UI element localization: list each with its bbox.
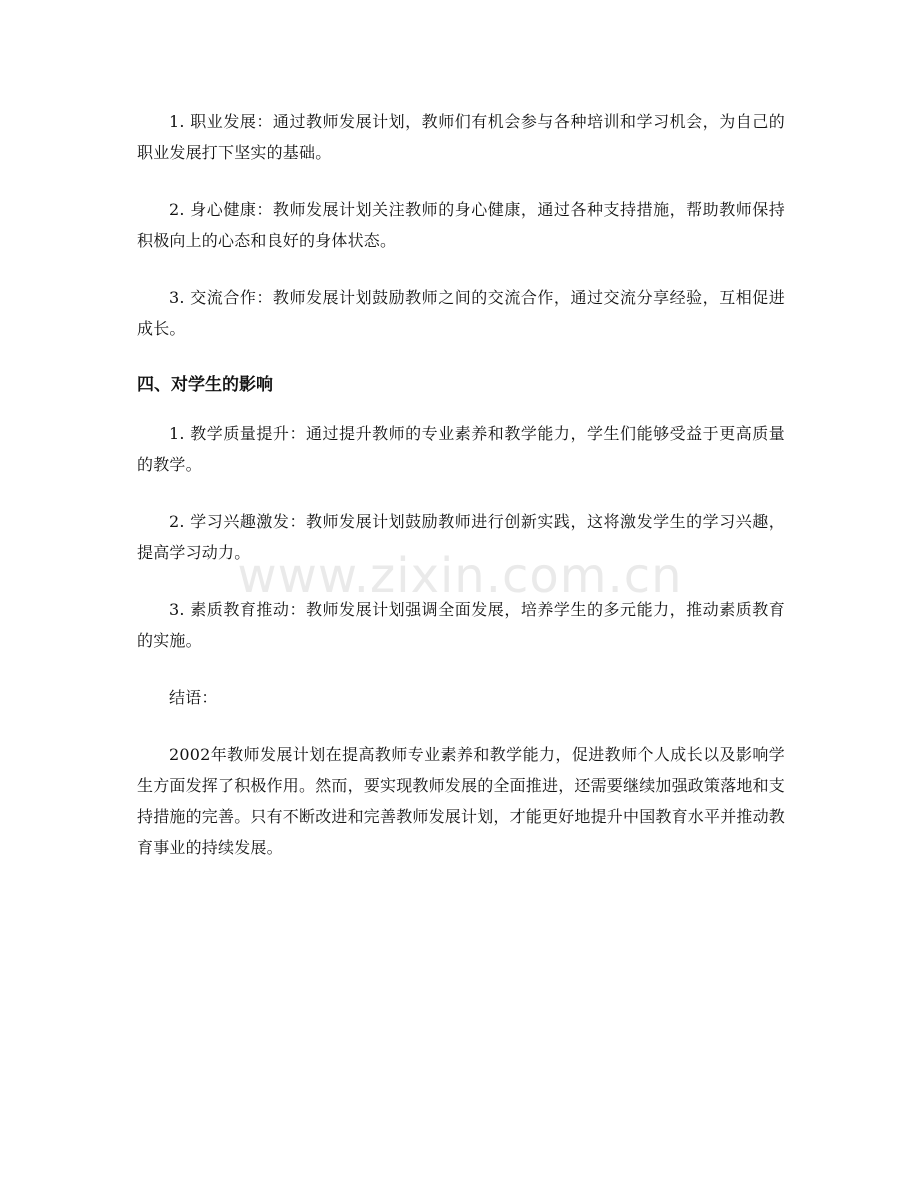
section-heading-impact-on-students: 四、对学生的影响 <box>137 375 273 395</box>
paragraph-communication-cooperation: 3. 交流合作：教师发展计划鼓励教师之间的交流合作，通过交流分享经验，互相促进成长。 <box>137 288 785 338</box>
conclusion-paragraph: 2002年教师发展计划在提高教师专业素养和教学能力，促进教师个人成长以及影响学生方面发挥了积极作用。然而，要实现教师发展的全面推进，还需要继续加强政策落地和支持措施的完善。只有不断改进和完善教师发展计划，才能更好地提升中国教育水平并推动教育事业的持续发展。 <box>137 745 786 857</box>
conclusion-label: 结语： <box>169 688 218 707</box>
paragraph-career-development: 1. 职业发展：通过教师发展计划，教师们有机会参与各种培训和学习机会，为自己的职业发展打下坚实的基础。 <box>137 112 785 162</box>
paragraph-physical-mental-health: 2. 身心健康：教师发展计划关注教师的身心健康，通过各种支持措施，帮助教师保持积极向上的心态和良好的身体状态。 <box>137 200 785 250</box>
document-body <box>137 106 785 889</box>
paragraph-learning-interest: 2. 学习兴趣激发：教师发展计划鼓励教师进行创新实践，这将激发学生的学习兴趣，提高学习动力。 <box>137 512 785 562</box>
paragraph-quality-education: 3. 素质教育推动：教师发展计划强调全面发展，培养学生的多元能力，推动素质教育的实施。 <box>137 600 785 650</box>
paragraph-teaching-quality: 1. 教学质量提升：通过提升教师的专业素养和教学能力，学生们能够受益于更高质量的教学。 <box>137 424 785 474</box>
watermark: www.zixin.com.cn <box>237 548 683 604</box>
